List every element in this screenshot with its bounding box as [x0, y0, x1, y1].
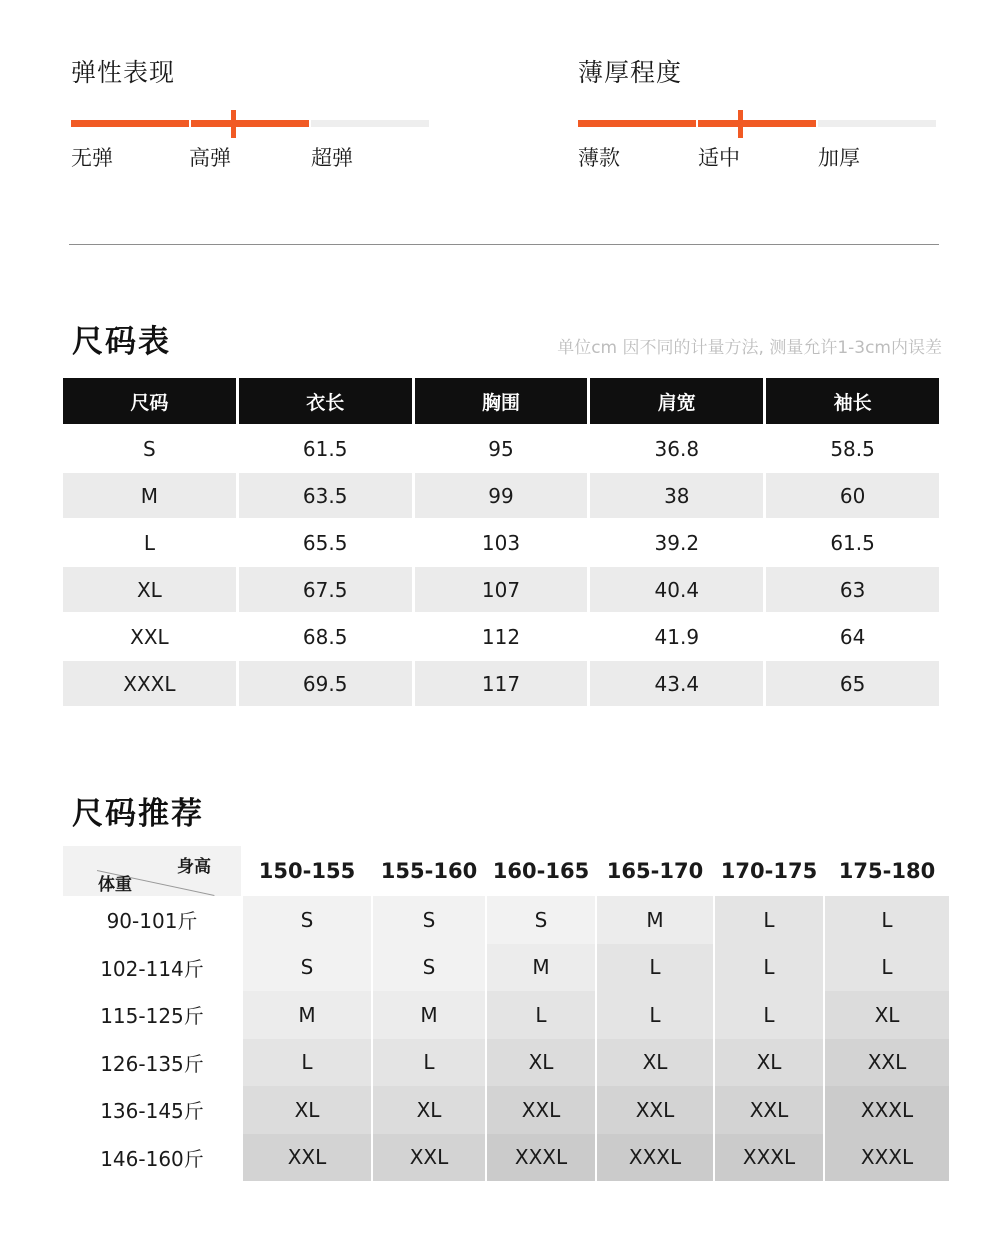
cell-chest: 117 [415, 661, 588, 706]
cell-sleeve: 60 [766, 473, 939, 518]
elasticity-segment-2 [191, 120, 309, 127]
cell-length: 69.5 [239, 661, 412, 706]
corner-header [63, 846, 241, 896]
weight-label: 102-114斤 [100, 956, 204, 981]
recommendation-header-row [63, 846, 949, 896]
cell-shoulder: 40.4 [590, 567, 763, 612]
elasticity-scale [71, 110, 431, 144]
weight-label: 146-160斤 [100, 1146, 204, 1171]
size-cell: L [825, 896, 949, 944]
elasticity-marker [231, 110, 236, 138]
cell-size: M [63, 473, 236, 518]
elasticity-label-low: 无弹 [71, 146, 113, 170]
cell-length: 61.5 [302, 436, 348, 461]
thickness-segment-3 [818, 120, 936, 127]
height-header: 165-170 [606, 859, 704, 883]
size-cell: XL [243, 1086, 371, 1134]
elasticity-segment-1 [71, 120, 189, 127]
size-cell: M [487, 944, 595, 992]
cell-size: XXXL [63, 661, 236, 706]
size-cell: XL [373, 1086, 485, 1134]
cell-sleeve: 64 [839, 624, 866, 649]
corner-weight-label: 体重 [98, 875, 132, 895]
cell-shoulder: 41.9 [654, 624, 700, 649]
cell-shoulder: 36.8 [654, 436, 700, 461]
recommendation-row [63, 1039, 949, 1087]
cell-length: 68.5 [302, 624, 348, 649]
cell-size: L [143, 530, 155, 555]
size-cell: XXL [597, 1086, 713, 1134]
size-cell: L [597, 944, 713, 992]
elasticity-segment-3 [311, 120, 429, 127]
cell-chest: 107 [415, 567, 588, 612]
size-cell: L [597, 991, 713, 1039]
cell-sleeve: 65 [766, 661, 939, 706]
thickness-label-medium: 适中 [698, 146, 740, 170]
header-sleeve: 袖长 [766, 378, 939, 424]
table-row [63, 520, 939, 565]
cell-chest: 99 [415, 473, 588, 518]
size-recommendation-table [61, 846, 951, 1181]
cell-length: 67.5 [239, 567, 412, 612]
thickness-labels [578, 142, 938, 172]
height-header: 150-155 [258, 859, 356, 883]
size-cell: M [597, 896, 713, 944]
elasticity-label-super: 超弹 [311, 146, 353, 170]
recommendation-row [63, 991, 949, 1039]
elasticity-label-high: 高弹 [189, 146, 231, 170]
elasticity-labels [71, 142, 431, 172]
table-row [63, 661, 939, 706]
weight-label: 90-101斤 [106, 909, 198, 934]
size-cell: M [373, 991, 485, 1039]
cell-shoulder: 39.2 [654, 530, 700, 555]
table-row [63, 567, 939, 612]
size-cell: XXXL [825, 1134, 949, 1182]
weight-label: 136-145斤 [100, 1099, 204, 1124]
size-cell: M [243, 991, 371, 1039]
cell-length: 65.5 [302, 530, 348, 555]
cell-chest: 103 [481, 530, 521, 555]
cell-length: 63.5 [239, 473, 412, 518]
thickness-attribute [578, 56, 938, 172]
cell-sleeve: 58.5 [830, 436, 875, 461]
size-cell: XXXL [597, 1134, 713, 1182]
thickness-segment-1 [578, 120, 696, 127]
section-divider [69, 244, 939, 245]
cell-size: XXL [130, 624, 169, 649]
header-size: 尺码 [63, 378, 236, 424]
elasticity-attribute [71, 56, 431, 172]
size-cell: L [373, 1039, 485, 1087]
table-row [63, 426, 939, 471]
height-header: 160-165 [492, 859, 590, 883]
corner-height-label: 身高 [177, 857, 211, 877]
size-cell: XXXL [487, 1134, 595, 1182]
thickness-marker [738, 110, 743, 138]
size-cell: XXXL [825, 1086, 949, 1134]
header-chest: 胸围 [415, 378, 588, 424]
cell-size: S [143, 436, 156, 461]
size-cell: L [825, 944, 949, 992]
thickness-label-thick: 加厚 [818, 146, 860, 170]
size-cell: S [373, 944, 485, 992]
recommendation-row [63, 1134, 949, 1182]
header-shoulder: 肩宽 [590, 378, 763, 424]
size-chart-header-row [63, 378, 939, 424]
size-cell: S [373, 896, 485, 944]
size-cell: L [715, 896, 823, 944]
thickness-title: 薄厚程度 [578, 58, 683, 87]
table-row [63, 614, 939, 659]
thickness-scale [578, 110, 938, 144]
recommendation-row [63, 944, 949, 992]
size-cell: XL [487, 1039, 595, 1087]
table-row [63, 473, 939, 518]
size-cell: XL [597, 1039, 713, 1087]
size-cell: XXL [487, 1086, 595, 1134]
size-cell: S [243, 896, 371, 944]
size-cell: L [487, 991, 595, 1039]
size-cell: XXXL [715, 1134, 823, 1182]
recommendation-title: 尺码推荐 [72, 796, 204, 832]
size-cell: XXL [243, 1134, 371, 1182]
cell-sleeve: 63 [766, 567, 939, 612]
size-chart-title: 尺码表 [72, 324, 171, 360]
size-cell: L [715, 944, 823, 992]
height-header: 170-175 [720, 859, 818, 883]
size-cell: XXL [715, 1086, 823, 1134]
size-cell: S [487, 896, 595, 944]
recommendation-row [63, 1086, 949, 1134]
weight-label: 115-125斤 [100, 1004, 204, 1029]
size-cell: XXL [373, 1134, 485, 1182]
size-cell: L [715, 991, 823, 1039]
recommendation-row [63, 896, 949, 944]
size-cell: S [243, 944, 371, 992]
cell-sleeve: 61.5 [830, 530, 875, 555]
height-header: 175-180 [838, 859, 936, 883]
elasticity-title: 弹性表现 [71, 58, 176, 87]
size-cell: L [243, 1039, 371, 1087]
size-cell: XL [825, 991, 949, 1039]
height-header: 155-160 [380, 859, 478, 883]
thickness-label-thin: 薄款 [578, 146, 620, 170]
measurement-note: 单位cm 因不同的计量方法, 测量允许1-3cm内误差 [557, 338, 942, 358]
weight-label: 126-135斤 [100, 1051, 204, 1076]
cell-shoulder: 43.4 [590, 661, 763, 706]
size-cell: XL [715, 1039, 823, 1087]
header-length: 衣长 [239, 378, 412, 424]
cell-chest: 95 [488, 436, 514, 461]
cell-shoulder: 38 [590, 473, 763, 518]
thickness-segment-2 [698, 120, 816, 127]
cell-chest: 112 [481, 624, 521, 649]
cell-size: XL [63, 567, 236, 612]
size-cell: XXL [825, 1039, 949, 1087]
size-chart-table [60, 376, 942, 708]
